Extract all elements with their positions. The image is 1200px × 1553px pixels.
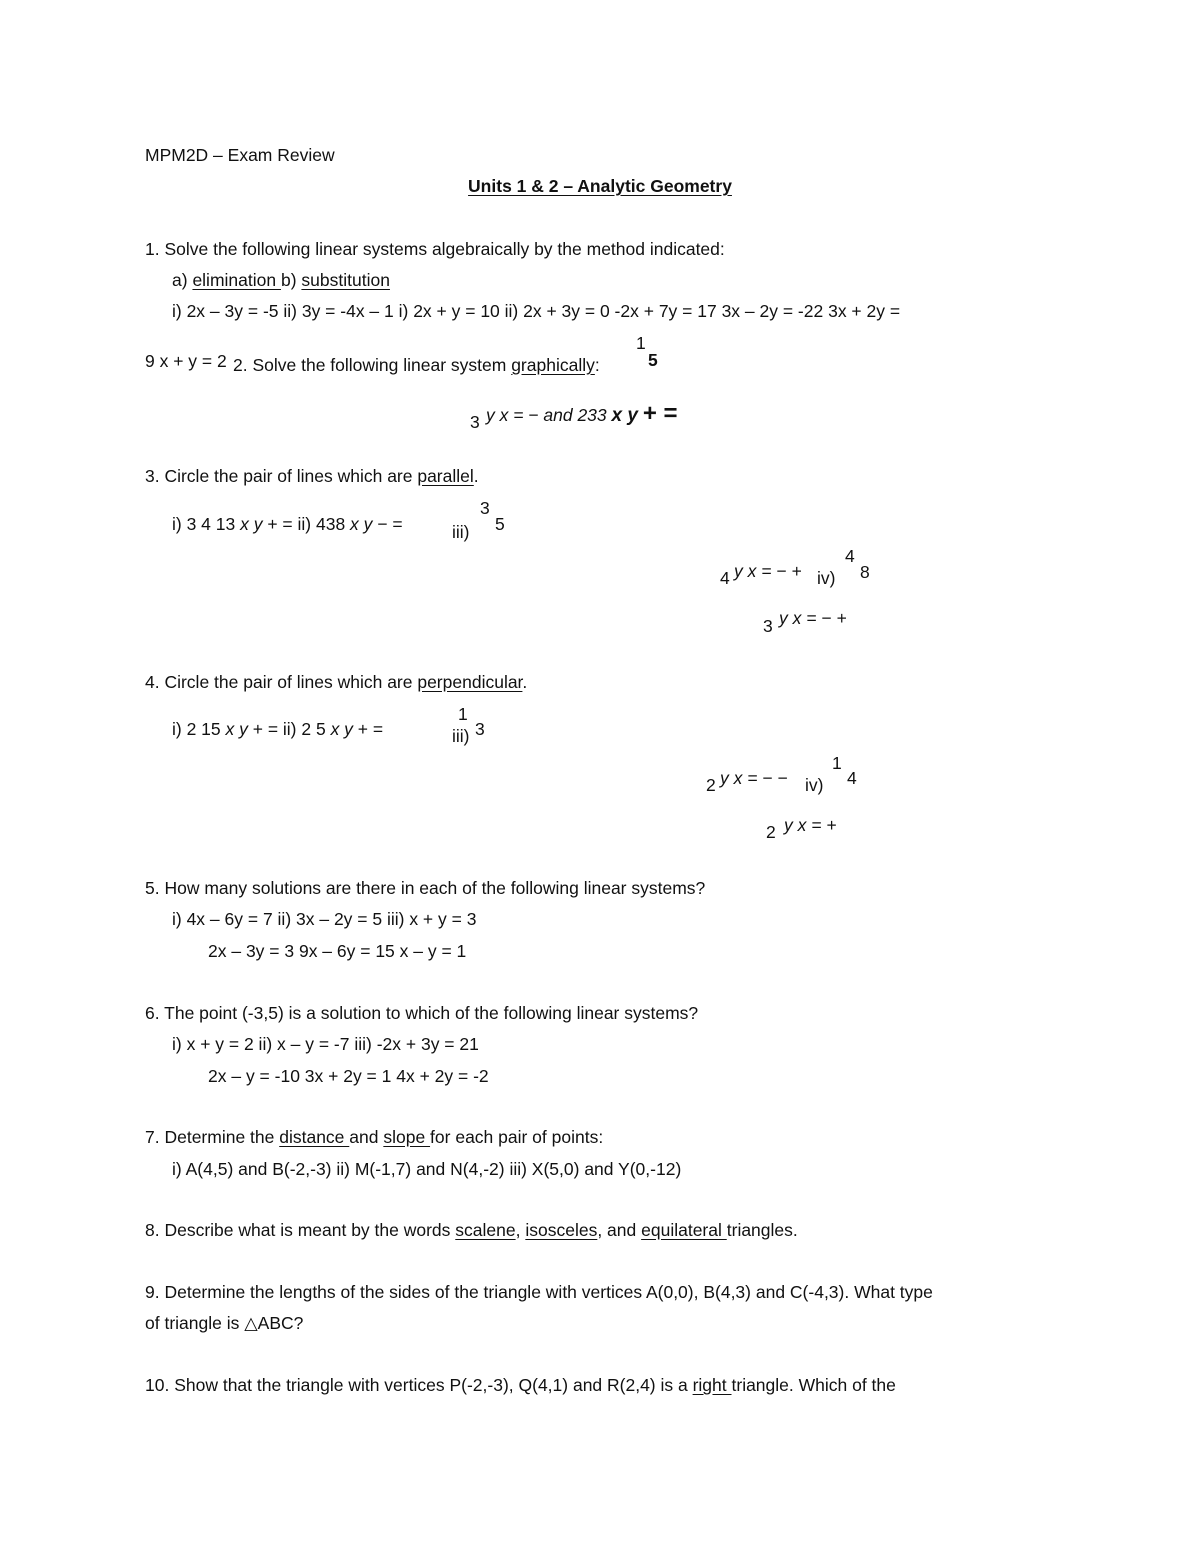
q6-row-1: i) x + y = 2 ii) x – y = -7 iii) -2x + 3y = 21: [172, 1034, 479, 1054]
q2-prompt-b: :: [594, 355, 600, 375]
q2-prompt-a: 2. Solve the following linear system: [233, 355, 512, 375]
q7-keyword-distance: distance: [279, 1127, 350, 1147]
q10-prompt-a: 10. Show that the triangle with vertices P(-2,-3), Q(4,1) and R(2,4) is a: [145, 1375, 693, 1395]
q3-iv-sup: 4: [845, 546, 855, 566]
q2-prompt-method: graphically: [511, 355, 595, 375]
q4-iv-two: 2: [766, 822, 776, 842]
q3-iii-eq: y x = − +: [734, 561, 802, 581]
q3-iv-num: 8: [860, 562, 870, 582]
q8-keyword-equilateral: equilateral: [641, 1220, 727, 1240]
q4-line-ii-rest: + =: [352, 719, 384, 739]
q1-last-line: 9 x + y = 2: [145, 351, 227, 371]
q1-b-prefix: b): [280, 270, 302, 290]
q4-iv-sup: 1: [832, 753, 842, 773]
q3-line-i: i) 3 4 13: [172, 514, 241, 534]
q4-line-i-rest: + = ii) 2 5: [247, 719, 331, 739]
q3-iii-sup: 3: [480, 498, 490, 518]
q8-keyword-scalene: scalene: [455, 1220, 516, 1240]
q4-line-i: i) 2 15: [172, 719, 226, 739]
q4-iii-num: 3: [475, 719, 485, 739]
q10-keyword-right: right: [692, 1375, 732, 1395]
q1-b-method: substitution: [301, 270, 390, 290]
q8-sep-1: ,: [515, 1220, 526, 1240]
q3-iv-three: 3: [763, 616, 773, 636]
q4-line-i-ii: [172, 721, 383, 739]
q4-line-ii-vars: x y: [330, 719, 353, 739]
q8-prompt-b: triangles.: [726, 1220, 798, 1240]
q3-line-ii-vars: x y: [350, 514, 373, 534]
q4-iii-sup: 1: [458, 704, 468, 724]
q7-prompt-c: for each pair of points:: [430, 1127, 604, 1147]
q9-line-2: of triangle is △ABC?: [145, 1313, 304, 1333]
q8-sep-2: , and: [597, 1220, 642, 1240]
q7-keyword-slope: slope: [383, 1127, 431, 1147]
q8-keyword-isosceles: isosceles: [525, 1220, 598, 1240]
q7-prompt-b: and: [349, 1127, 384, 1147]
course-header: MPM2D – Exam Review: [145, 145, 335, 165]
q3-line-i-rest: + = ii) 438: [262, 514, 351, 534]
q9-line-1: 9. Determine the lengths of the sides of the triangle with vertices A(0,0), B(4,3) and C(-4,3). What type: [145, 1282, 933, 1302]
q7-row-1: i) A(4,5) and B(-2,-3) ii) M(-1,7) and N(4,-2) iii) X(5,0) and Y(0,-12): [172, 1159, 682, 1179]
q8-prompt-a: 8. Describe what is meant by the words: [145, 1220, 456, 1240]
q3-iv-eq: y x = − +: [779, 608, 847, 628]
q6-row-2: 2x – y = -10 3x + 2y = 1 4x + 2y = -2: [208, 1066, 489, 1086]
q4-prompt: [145, 674, 527, 692]
q4-prompt-b: .: [522, 672, 528, 692]
q3-line-i-ii: [172, 516, 403, 534]
q3-prompt-keyword: parallel: [417, 466, 474, 486]
q4-iii-two: 2: [706, 775, 716, 795]
q3-prompt-b: .: [473, 466, 479, 486]
page-title: Units 1 & 2 – Analytic Geometry: [468, 176, 732, 196]
q1-a-method: elimination: [192, 270, 281, 290]
q2-eq-xy: x y: [611, 405, 638, 426]
q4-iii-label: iii): [452, 726, 470, 746]
q5-row-2: 2x – 3y = 3 9x – 6y = 15 x – y = 1: [208, 941, 467, 961]
q3-iv-label: iv): [817, 568, 836, 588]
q4-prompt-a: 4. Circle the pair of lines which are: [145, 672, 418, 692]
q1-systems: i) 2x – 3y = -5 ii) 3y = -4x – 1 i) 2x + y = 10 ii) 2x + 3y = 0 -2x + 7y = 17 3x – 2y = -22 3x + 2y =: [172, 301, 901, 321]
q3-iii-label: iii): [452, 522, 470, 542]
q10-prompt-b: triangle. Which of the: [731, 1375, 896, 1395]
q5-row-1: i) 4x – 6y = 7 ii) 3x – 2y = 5 iii) x + y = 3: [172, 909, 477, 929]
q1-a-prefix: a): [172, 270, 193, 290]
q4-prompt-keyword: perpendicular: [417, 672, 523, 692]
q7-prompt: [145, 1129, 603, 1147]
q7-prompt-a: 7. Determine the: [145, 1127, 280, 1147]
q2-eq-text: y x = − and 233: [486, 405, 607, 425]
q3-iii-four: 4: [720, 568, 730, 588]
q6-prompt: 6. The point (-3,5) is a solution to which of the following linear systems?: [145, 1003, 699, 1023]
q3-iii-num: 5: [495, 514, 505, 534]
q3-prompt: [145, 468, 479, 486]
q2-sub-three: 3: [470, 412, 480, 432]
q5-prompt: 5. How many solutions are there in each of the following linear systems?: [145, 878, 706, 898]
q3-line-i-vars: x y: [240, 514, 263, 534]
q2-frac-num: 1: [636, 333, 646, 353]
q2-frac-den: 5: [648, 350, 658, 370]
q2-equation: [486, 402, 678, 426]
q10-prompt: [145, 1377, 896, 1395]
q1-prompt: 1. Solve the following linear systems algebraically by the method indicated:: [145, 239, 725, 259]
q4-iv-eq: y x = +: [784, 815, 837, 835]
q4-iii-eq: y x = − −: [720, 768, 788, 788]
q4-line-i-vars: x y: [225, 719, 248, 739]
q3-line-ii-rest: − =: [372, 514, 403, 534]
q2-eq-ops: + =: [642, 400, 678, 427]
q1-methods: [172, 272, 390, 290]
q4-iv-num: 4: [847, 768, 857, 788]
q2-prompt: [233, 357, 600, 375]
q3-prompt-a: 3. Circle the pair of lines which are: [145, 466, 418, 486]
q8-prompt: [145, 1222, 798, 1240]
q4-iv-label: iv): [805, 775, 824, 795]
